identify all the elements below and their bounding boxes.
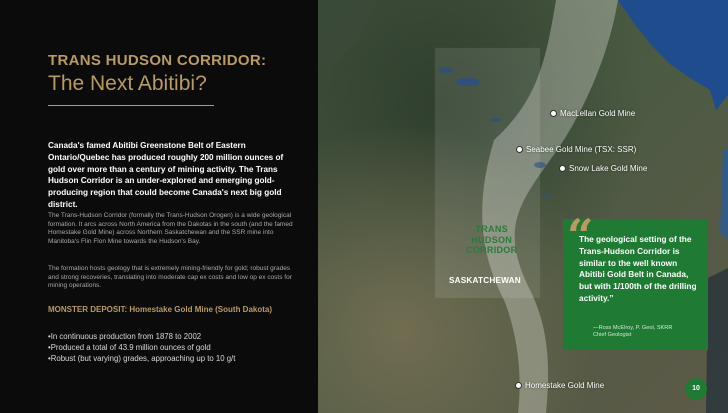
province-label: SASKATCHEWAN bbox=[449, 276, 521, 285]
text-panel bbox=[0, 0, 318, 413]
corridor-label: TRANS HUDSON CORRIDOR bbox=[466, 224, 518, 255]
map-label-snow-lake bbox=[559, 164, 647, 173]
title-divider bbox=[48, 105, 214, 106]
body-paragraph-1: The Trans-Hudson Corridor (formally the Trans-Hudson Orogen) is a wide geological formation. It arcs across North America from the Dakotas in the south (and the famed Homestake Gold Mine) across Northern Saskatchewan and the SSR mine into Manitoba's Flin Flon Mine towards the Hudson's Bay. bbox=[48, 212, 293, 245]
intro-paragraph: Canada's famed Abitibi Greenstone Belt of Eastern Ontario/Quebec has produced roughly 200 million ounces of gold over more than a century of mining activity. The Trans Hudson Corridor is an under-explored and emerging gold-producing region that could become Canada's next big gold district. bbox=[48, 141, 284, 209]
mine-marker-icon bbox=[559, 165, 566, 172]
map-label-maclellan bbox=[550, 109, 635, 118]
saskatchewan-outline bbox=[435, 48, 540, 298]
map-graphic bbox=[318, 0, 728, 413]
mine-name: Homestake Gold Mine bbox=[525, 381, 605, 390]
page-subtitle: The Next Abitibi? bbox=[48, 72, 207, 95]
mine-name: Seabee Gold Mine (TSX: SSR) bbox=[526, 145, 637, 154]
quote-attribution: —Ross McElroy, P. Geol, SKRR Chief Geologist bbox=[593, 325, 673, 338]
map-label-seabee bbox=[516, 145, 636, 154]
deposit-bullet: • Produced a total of 43.9 million ounces of gold bbox=[48, 343, 235, 354]
quote-text: The geological setting of the Trans-Hudson Corridor is similar to the well known Abitibi Gold Belt in Canada, but with 1/100th of the drilling activity.” bbox=[579, 234, 697, 303]
body-paragraph-2: The formation hosts geology that is extremely mining-friendly for gold; robust grades and strong recoveries, translating into moderate cap ex costs and low op ex costs for mining operations. bbox=[48, 265, 292, 290]
mine-name: Snow Lake Gold Mine bbox=[569, 164, 648, 173]
mine-name: MacLellan Gold Mine bbox=[560, 109, 636, 118]
deposit-bullet: • In continuous production from 1878 to 2002 bbox=[48, 332, 235, 343]
mine-marker-icon bbox=[515, 382, 522, 389]
mine-marker-icon bbox=[550, 110, 557, 117]
satellite-map bbox=[318, 0, 728, 413]
mine-marker-icon bbox=[516, 146, 523, 153]
page-number-badge: 10 bbox=[685, 378, 707, 400]
quote-box bbox=[563, 209, 708, 350]
deposit-heading: MONSTER DEPOSIT: Homestake Gold Mine (South Dakota) bbox=[48, 305, 273, 314]
quote-mark-icon: “ bbox=[567, 209, 594, 263]
page-title: TRANS HUDSON CORRIDOR: bbox=[48, 52, 267, 69]
map-label-homestake bbox=[515, 381, 604, 390]
deposit-bullet: • Robust (but varying) grades, approaching up to 10 g/t bbox=[48, 354, 235, 365]
deposit-bullet-list bbox=[48, 332, 235, 364]
